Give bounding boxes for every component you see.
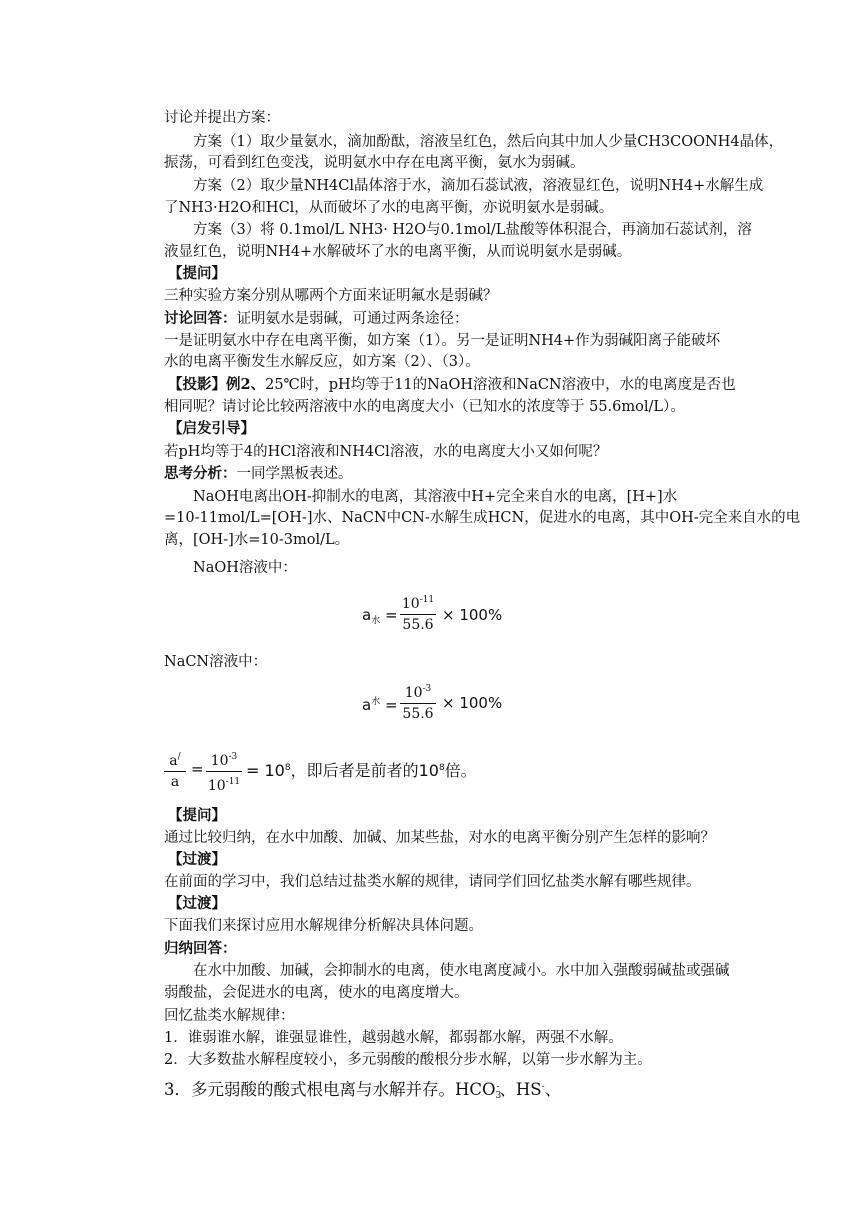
discussion-answer — [164, 309, 469, 329]
plan-1-line-2: 振荡，可看到红色变浅，说明氨水中存在电离平衡，氨水为弱碱。 — [164, 155, 585, 171]
guide-text: 若pH均等于4的HCl溶液和NH4Cl溶液，水的电离度大小又如何呢？ — [164, 444, 608, 460]
plan-3-line-2: 液显红色，说明NH4+水解破坏了水的电离平衡，从而说明氨水是弱碱。 — [164, 244, 632, 260]
answer-line-2: 水的电离平衡发生水解反应，如方案（2）、（3）。 — [164, 354, 480, 370]
formula-3-ratio: a/ a — [164, 748, 186, 791]
naoh-solution-label: NaOH溶液中： — [193, 560, 297, 576]
rule-3: 3．多元弱酸的酸式根电离与水解并存。$HCO_3^-$、HS-、 — [164, 1080, 562, 1101]
summary-line-1: 在水中加酸、加碱，会抑制水的电离，使水电离度减小。水中加入强酸弱碱盐或强碱 — [193, 963, 730, 979]
formula-3-eq-1: = — [191, 760, 204, 778]
formula-2-fraction: $10^{-3}$ 55.6 — [400, 680, 436, 723]
rule-1: 1．谁弱谁水解，谁强显谁性，越弱越水解，都弱都水解，两强不水解。 — [164, 1030, 623, 1046]
transition-tag-1: 【过渡】 — [168, 851, 226, 868]
discussion-heading: 讨论并提出方案： — [164, 110, 280, 126]
formula-2-tail: × 100% — [442, 694, 503, 712]
question-tag-1: 【提问】 — [168, 265, 226, 282]
plan-2-line-2: 了NH3·H2O和HCl，从而破坏了水的电离平衡，亦说明氨水是弱碱。 — [164, 200, 614, 216]
plan-3-line-1: 方案（3）将 0.1mol/L NH3· H2O与0.1mol/L盐酸等体积混合，再滴加石蕊试剂，溶 — [193, 222, 752, 238]
discussion-answer-text: 证明氨水是弱碱，可通过两条途径： — [236, 311, 469, 327]
formula-1-fraction: $10^{-11}$ 55.6 — [401, 595, 435, 633]
question-tag-2: 【提问】 — [168, 807, 226, 824]
analysis-line-3: 离，[OH-]水=10-3mol/L。 — [164, 532, 350, 548]
answer-line-1: 一是证明氨水中存在电离平衡，如方案（1）。另一是证明NH4+作为弱碱阳离子能破坏 — [164, 333, 721, 349]
analysis-line-1: NaOH电离出OH-抑制水的电离，其溶液中H+完全来自水的电离，[H+]水 — [193, 489, 678, 505]
nacn-solution-label: NaCN溶液中： — [164, 654, 268, 670]
formula-3-result: = $10^8$，即后者是前者的$10^8$倍。 — [246, 761, 477, 780]
example-line-2: 相同呢？请讨论比较两溶液中水的电离度大小（已知水的浓度等于 55.6mol/L）。 — [164, 399, 685, 415]
projection-line — [168, 375, 736, 395]
question-2-text: 通过比较归纳，在水中加酸、加碱、加某些盐，对水的电离平衡分别产生怎样的影响？ — [164, 830, 715, 846]
plan-2-line-1: 方案（2）取少量NH4Cl晶体溶于水，滴加石蕊试液，溶液显红色，说明NH4+水解生成 — [193, 178, 764, 194]
formula-1-tail: × 100% — [442, 606, 503, 624]
question-1-text: 三种实验方案分别从哪两个方面来证明氟水是弱碱？ — [164, 288, 498, 304]
projection-tag: 【投影】 — [168, 376, 226, 393]
rule-2: 2．大多数盐水解程度较小，多元弱酸的酸根分步水解，以第一步水解为主。 — [164, 1052, 652, 1068]
summary-line-2: 弱酸盐，会促进水的电离，使水的电离度增大。 — [164, 985, 469, 1001]
formula-3-fraction: $10^{-3}$ $10^{-11}$ — [207, 752, 241, 794]
transition-2-text: 下面我们来探讨应用水解规律分析解决具体问题。 — [164, 918, 483, 934]
analysis-label: 思考分析： — [164, 465, 237, 482]
transition-tag-2: 【过渡】 — [168, 895, 226, 912]
transition-1-text: 在前面的学习中，我们总结过盐类水解的规律，请同学们回忆盐类水解有哪些规律。 — [164, 874, 701, 890]
recall-rules-heading: 回忆盐类水解规律： — [164, 1008, 295, 1024]
analysis-line-2: =10-11mol/L=[OH-]水、NaCN中CN-水解生成HCN，促进水的电离，其中OH-完全来自水的电 — [164, 510, 801, 526]
formula-2-lhs: $a^水$ = — [362, 696, 398, 714]
example-label: 例2、 — [226, 376, 266, 393]
plan-1-line-1: 方案（1）取少量氨水，滴加酚酞，溶液呈红色，然后向其中加人少量CH3COONH4晶体， — [193, 134, 784, 150]
analysis-line — [164, 464, 353, 484]
example-text: 25℃时，pH均等于11的NaOH溶液和NaCN溶液中，水的电离度是否也 — [265, 377, 736, 393]
guide-tag: 【启发引导】 — [168, 420, 255, 437]
summary-answer-label: 归纳回答： — [164, 940, 237, 957]
formula-1-lhs: $a_水$ = — [362, 606, 398, 626]
analysis-text: 一同学黑板表述。 — [236, 466, 353, 482]
discussion-answer-label: 讨论回答： — [164, 310, 237, 327]
